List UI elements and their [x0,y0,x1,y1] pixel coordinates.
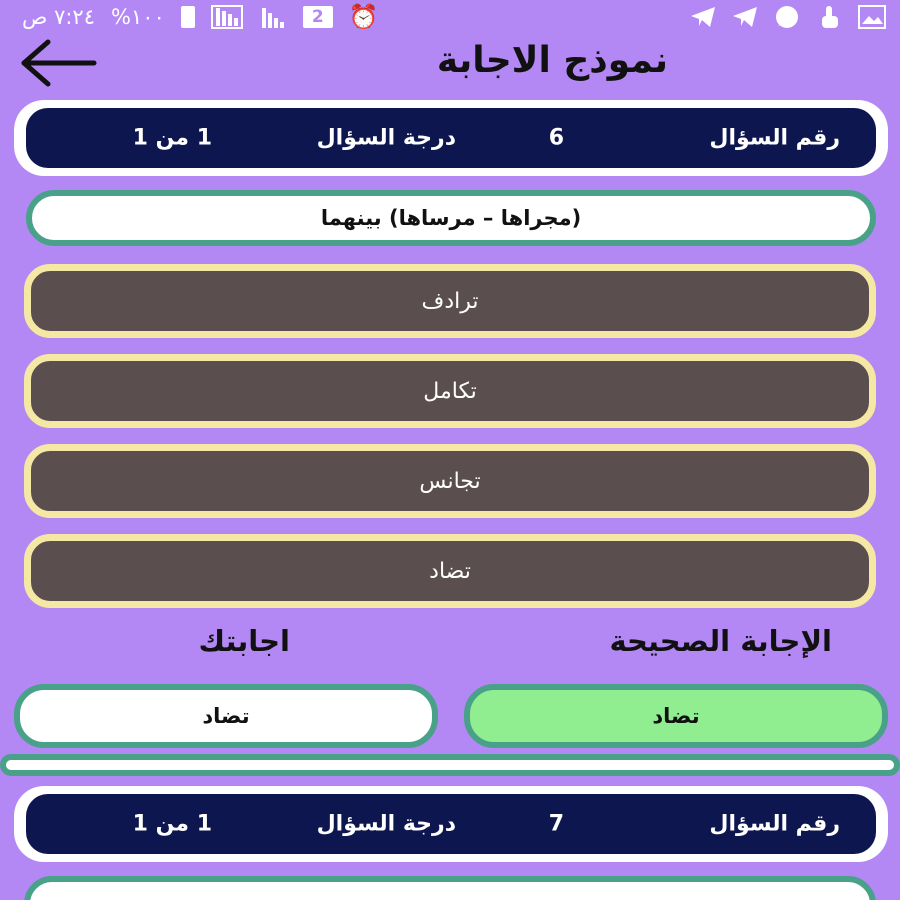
status-bar-left [22,5,379,29]
status-bar-right [690,4,886,30]
telegram-icon [732,6,758,28]
correct-answer-label: الإجابة الصحيحة [609,624,832,658]
signal-icon [211,5,243,29]
question-divider [0,754,900,776]
your-answer-box: تضاد [14,684,438,748]
sim-icon: 2 [303,6,333,28]
option-4[interactable]: تضاد [24,534,876,608]
correct-answer-box: تضاد [464,684,888,748]
battery-icon [181,6,195,28]
your-answer-label: اجابتك [198,624,290,658]
battery-percent: %١٠٠ [111,5,165,29]
touch-icon [816,4,842,30]
arrow-left-icon[interactable] [18,38,98,88]
question-grade: 1 من 1 [132,125,212,151]
option-3[interactable]: تجانس [24,444,876,518]
status-time: ٧:٢٤ ص [22,5,95,29]
option-2[interactable]: تكامل [24,354,876,428]
question-number: 6 [548,125,564,151]
gallery-icon [858,5,886,29]
question-number-label: رقم السؤال [709,125,840,151]
question-number-label: رقم السؤال [709,811,840,837]
telegram-icon [690,6,716,28]
question-grade-label: درجة السؤال [316,125,456,151]
status-bar [0,0,900,34]
alarm-icon: ⏰ [348,3,379,31]
question-grade-label: درجة السؤال [316,811,456,837]
question-text-partial [24,876,876,900]
question-number: 7 [548,811,564,837]
question-info-panel [26,108,876,168]
question-info-panel [26,794,876,854]
question-info-card [14,786,888,862]
option-1[interactable]: ترادف [24,264,876,338]
question-info-card [14,100,888,176]
top-bar [0,34,900,92]
whatsapp-icon [774,4,800,30]
question-text: (مجراها – مرساها) بينهما [26,190,876,246]
signal-icon [259,5,287,29]
page-title: نموذج الاجابة [436,40,668,81]
question-grade: 1 من 1 [132,811,212,837]
